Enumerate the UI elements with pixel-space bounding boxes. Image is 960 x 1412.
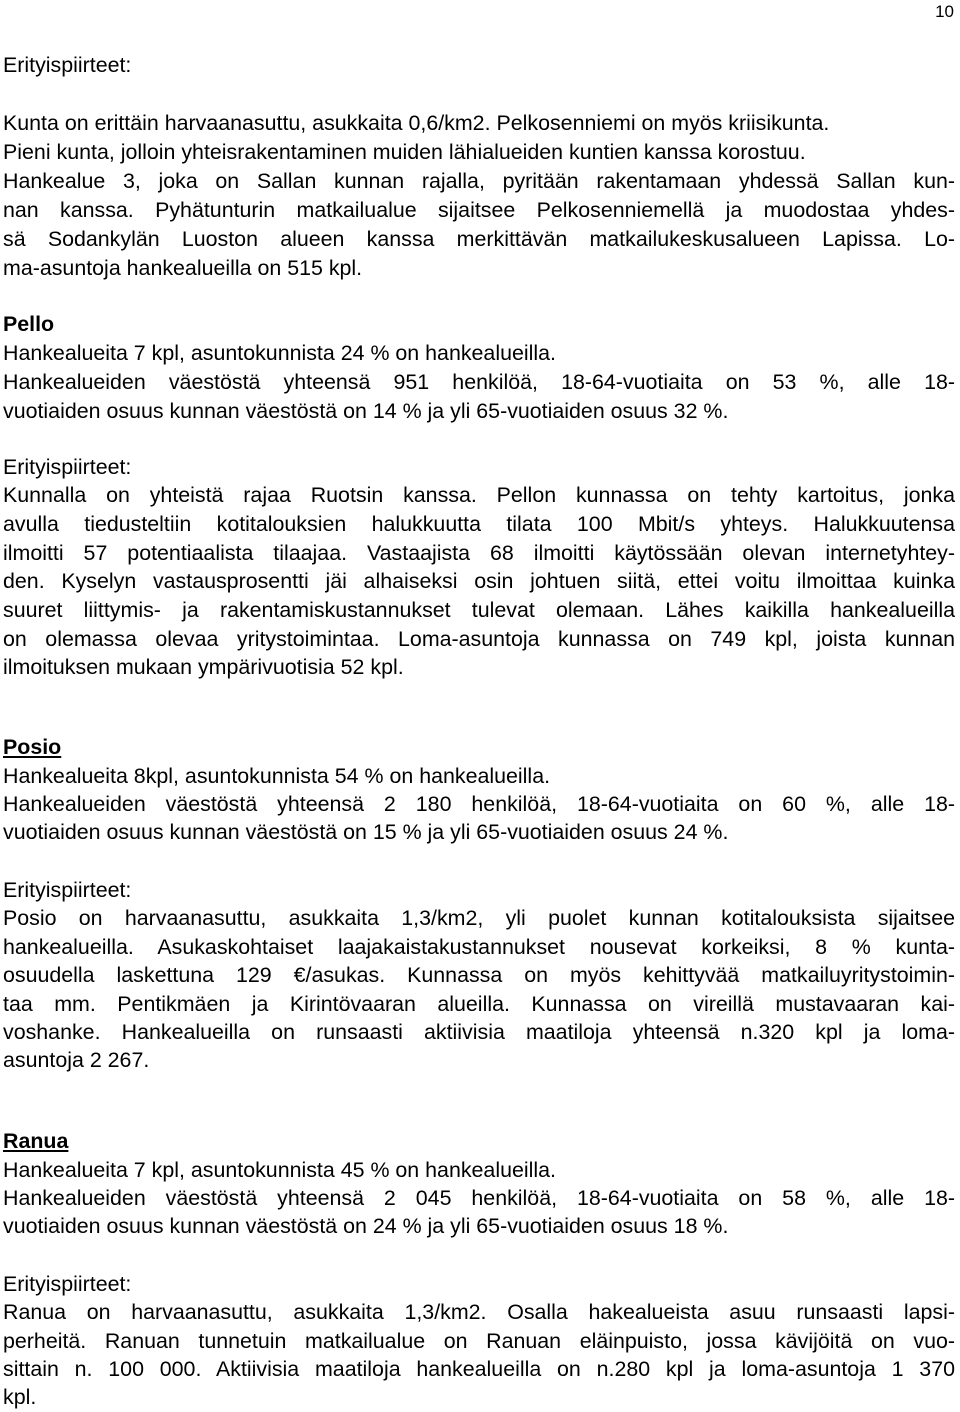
- paragraph-line: Ranua on harvaanasuttu, asukkaita 1,3/km2. Osalla hakealueista asuu runsaasti lapsi-: [3, 1300, 955, 1324]
- section-heading-pello: Pello: [3, 312, 55, 336]
- special-features-label: Erityispiirteet:: [3, 1272, 132, 1296]
- paragraph-line: Hankealueita 8kpl, asuntokunnista 54 % on hankealueilla.: [3, 764, 551, 788]
- paragraph-line: suuret liittymis- ja rakentamiskustannukset tulevat olemaan. Lähes kaikilla hankealueilla: [3, 598, 955, 622]
- special-features-label: Erityispiirteet:: [3, 878, 132, 902]
- paragraph-line: Pieni kunta, jolloin yhteisrakentaminen muiden lähialueiden kuntien kanssa korostuu.: [3, 140, 806, 164]
- paragraph-line: Kunta on erittäin harvaanasuttu, asukkaita 0,6/km2. Pelkosenniemi on myös kriisikunta.: [3, 111, 830, 135]
- paragraph-line: voshanke. Hankealueilla on runsaasti aktiivisia maatiloja yhteensä n.320 kpl ja loma-: [3, 1020, 955, 1044]
- section-heading-posio: Posio: [3, 735, 62, 759]
- paragraph-line: Hankealueita 7 kpl, asuntokunnista 24 % on hankealueilla.: [3, 341, 556, 365]
- paragraph-line: den. Kyselyn vastausprosentti jäi alhaiseksi osin johtuen siitä, ettei voitu ilmoittaa kuinka: [3, 569, 955, 593]
- paragraph-line: ilmoitti 57 potentiaalista tilaajaa. Vastaajista 68 ilmoitti käytössään olevan internetyhtey-: [3, 541, 955, 565]
- paragraph-line: asuntoja 2 267.: [3, 1048, 150, 1072]
- paragraph-line: vuotiaiden osuus kunnan väestöstä on 24 % ja yli 65-vuotiaiden osuus 18 %.: [3, 1214, 729, 1238]
- paragraph-line: taa mm. Pentikmäen ja Kirintövaaran alueilla. Kunnassa on vireillä mustavaaran kai-: [3, 992, 955, 1016]
- paragraph-line: Hankealue 3, joka on Sallan kunnan rajalla, pyritään rakentamaan yhdessä Sallan kun-: [3, 169, 955, 193]
- paragraph-line: sä Sodankylän Luoston alueen kanssa merkittävän matkailukeskusalueen Lapissa. Lo-: [3, 227, 955, 251]
- paragraph-line: on olemassa olevaa yritystoimintaa. Loma-asuntoja kunnassa on 749 kpl, joista kunnan: [3, 627, 955, 651]
- paragraph-line: Kunnalla on yhteistä rajaa Ruotsin kanssa. Pellon kunnassa on tehty kartoitus, jonka: [3, 483, 955, 507]
- paragraph-line: avulla tiedusteltiin kotitalouksien halukkuutta tilata 100 Mbit/s yhteys. Halukkuutensa: [3, 512, 955, 536]
- paragraph-line: Hankealueiden väestöstä yhteensä 951 henkilöä, 18-64-vuotiaita on 53 %, alle 18-: [3, 370, 955, 394]
- paragraph-line: Hankealueiden väestöstä yhteensä 2 180 henkilöä, 18-64-vuotiaita on 60 %, alle 18-: [3, 792, 955, 816]
- page-number: 10: [935, 2, 954, 21]
- paragraph-line: hankealueilla. Asukaskohtaiset laajakaistakustannukset nousevat korkeiksi, 8 % kunta-: [3, 935, 955, 959]
- paragraph-line: Hankealueiden väestöstä yhteensä 2 045 henkilöä, 18-64-vuotiaita on 58 %, alle 18-: [3, 1186, 955, 1210]
- paragraph-line: ilmoituksen mukaan ympärivuotisia 52 kpl.: [3, 655, 404, 679]
- special-features-label: Erityispiirteet:: [3, 455, 132, 479]
- paragraph-line: perheitä. Ranuan tunnetuin matkailualue on Ranuan eläinpuisto, jossa kävijöitä on vuo-: [3, 1329, 955, 1353]
- paragraph-line: Posio on harvaanasuttu, asukkaita 1,3/km2, yli puolet kunnan kotitalouksista sijaitsee: [3, 906, 955, 930]
- paragraph-line: nan kanssa. Pyhätunturin matkailualue sijaitsee Pelkosenniemellä ja muodostaa yhdes-: [3, 198, 955, 222]
- paragraph-line: kpl.: [3, 1385, 37, 1409]
- paragraph-line: osuudella laskettuna 129 €/asukas. Kunnassa on myös kehittyvää matkailuyritystoimin-: [3, 963, 955, 987]
- paragraph-line: Hankealueita 7 kpl, asuntokunnista 45 % on hankealueilla.: [3, 1158, 556, 1182]
- section-heading-ranua: Ranua: [3, 1129, 69, 1153]
- paragraph-line: sittain n. 100 000. Aktiivisia maatiloja hankealueilla on n.280 kpl ja loma-asuntoja 1 370: [3, 1357, 955, 1381]
- paragraph-line: ma-asuntoja hankealueilla on 515 kpl.: [3, 256, 363, 280]
- special-features-label: Erityispiirteet:: [3, 53, 132, 77]
- paragraph-line: vuotiaiden osuus kunnan väestöstä on 14 % ja yli 65-vuotiaiden osuus 32 %.: [3, 399, 729, 423]
- paragraph-line: vuotiaiden osuus kunnan väestöstä on 15 % ja yli 65-vuotiaiden osuus 24 %.: [3, 820, 729, 844]
